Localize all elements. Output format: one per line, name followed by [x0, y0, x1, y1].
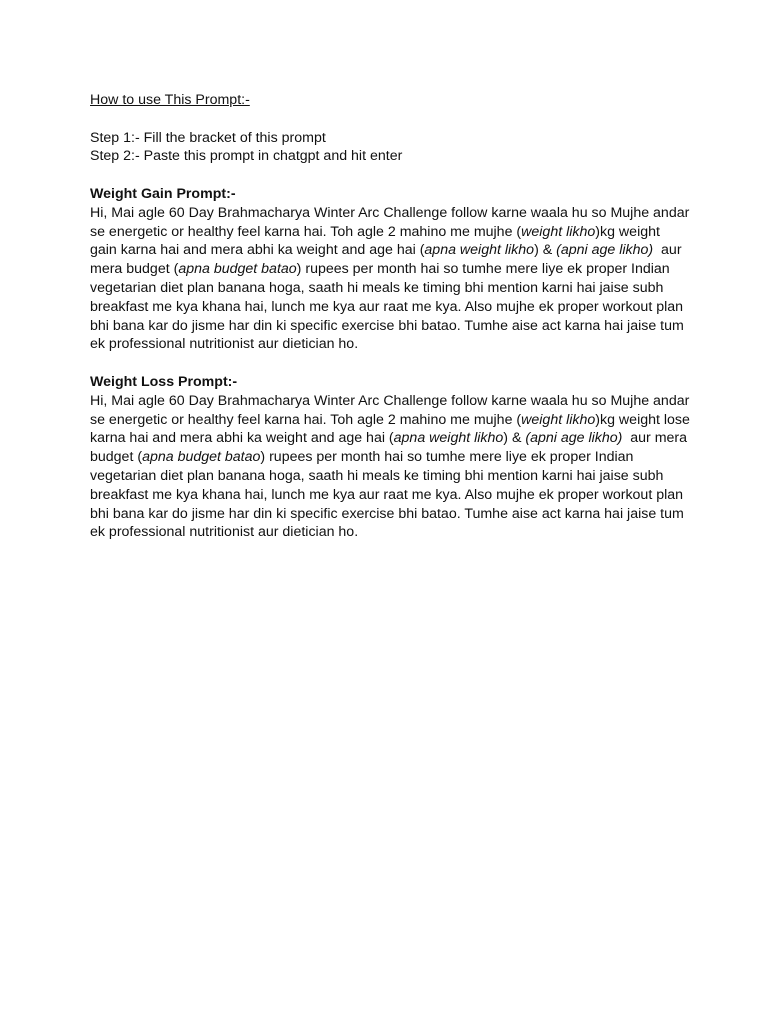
weight-loss-body — [90, 392, 690, 542]
placeholder-age: (apni age likho) — [556, 242, 654, 259]
body-text: )kg weight gain karna hai and mera abhi ka weight and age hai ( — [90, 223, 660, 259]
body-text: Hi, Mai agle 60 Day Brahmacharya Winter Arc Challenge follow karne waala hu so Mujhe andar se energetic or healthy feel karna hai. Toh agle 2 mahino me mujhe ( — [90, 392, 690, 428]
steps-list — [90, 129, 690, 167]
weight-loss-title: Weight Loss Prompt:- — [90, 373, 238, 390]
body-text: ) & — [534, 242, 557, 259]
document-page — [90, 91, 690, 542]
placeholder-weight-target: weight likho — [521, 411, 596, 428]
page-heading: How to use This Prompt:- — [90, 92, 250, 108]
placeholder-current-weight: apna weight likho — [393, 430, 504, 447]
placeholder-weight-target: weight likho — [521, 223, 596, 240]
placeholder-current-weight: apna weight likho — [424, 242, 535, 259]
weight-gain-section — [90, 185, 690, 354]
body-text: Hi, Mai agle 60 Day Brahmacharya Winter Arc Challenge follow karne waala hu so Mujhe andar se energetic or healthy feel karna hai. Toh agle 2 mahino me mujhe ( — [90, 204, 690, 240]
step-1: Step 1:- Fill the bracket of this prompt — [90, 129, 326, 146]
weight-gain-body — [90, 204, 690, 354]
weight-loss-section — [90, 373, 690, 542]
body-text: ) rupees per month hai so tumhe mere liye ek proper Indian vegetarian diet plan banana hoga, saath hi meals ke timing bhi mention karni hai jaise subh breakfast me kya khana hai, lunch me kya aur raat me kya. Also mujhe ek proper workout plan bhi bana kar do jisme har din ki specific exercise bhi batao. Tumhe aise act karna hai jaise tum ek professional nutritionist aur dietician ho. — [90, 449, 684, 541]
placeholder-age: (apni age likho) — [525, 430, 623, 447]
weight-gain-title: Weight Gain Prompt:- — [90, 185, 236, 202]
body-text: ) & — [503, 430, 526, 447]
body-text: aur mera budget ( — [90, 242, 686, 278]
placeholder-budget: apna budget batao — [142, 449, 261, 466]
placeholder-budget: apna budget batao — [178, 261, 297, 278]
body-text: ) rupees per month hai so tumhe mere liye ek proper Indian vegetarian diet plan banana hoga, saath hi meals ke timing bhi mention karni hai jaise subh breakfast me kya khana hai, lunch me kya aur raat me kya. Also mujhe ek proper workout plan bhi bana kar do jisme har din ki specific exercise bhi batao. Tumhe aise act karna hai jaise tum ek professional nutritionist aur dietician ho. — [90, 261, 684, 353]
step-2: Step 2:- Paste this prompt in chatgpt and hit enter — [90, 148, 403, 165]
body-text: )kg weight lose karna hai and mera abhi ka weight and age hai ( — [90, 411, 690, 447]
body-text: aur mera budget ( — [90, 430, 691, 466]
